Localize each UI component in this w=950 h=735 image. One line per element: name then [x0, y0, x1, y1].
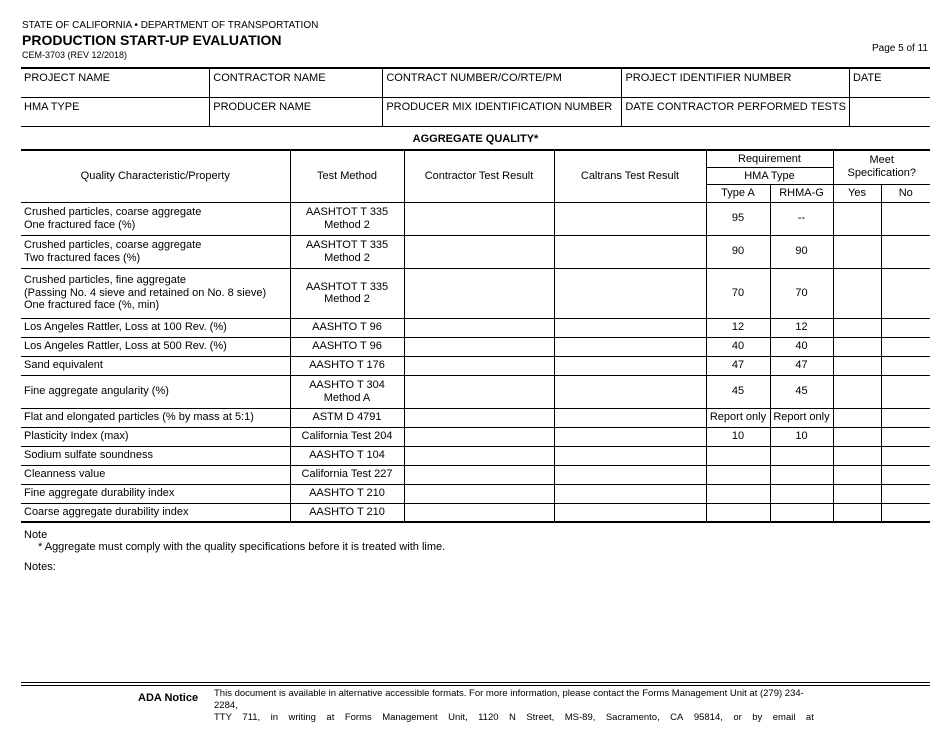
- caltrans-result-cell[interactable]: [554, 337, 706, 356]
- characteristic-line: (Passing No. 4 sieve and retained on No. 8 sieve): [24, 286, 267, 299]
- test-method-line: Method 2: [324, 293, 370, 305]
- table-row: [21, 465, 930, 484]
- quality-characteristic-cell: [21, 446, 290, 465]
- rhma-g-requirement: 70: [770, 268, 833, 318]
- table-row: [21, 268, 930, 318]
- test-method-line: ASTM D 4791: [312, 411, 382, 424]
- caltrans-result-cell[interactable]: [554, 446, 706, 465]
- contractor-result-cell[interactable]: [404, 235, 554, 268]
- table-row: [21, 337, 930, 356]
- quality-characteristic-cell: [21, 318, 290, 337]
- table-row: [21, 446, 930, 465]
- contractor-result-cell[interactable]: [404, 375, 554, 408]
- ada-word: Unit,: [448, 712, 468, 723]
- test-method-line: AASHTOT T 335: [305, 280, 389, 293]
- rhma-g-requirement: [770, 446, 833, 465]
- test-method-line: AASHTO T 176: [309, 359, 385, 372]
- meet-spec-yes-cell[interactable]: [833, 235, 881, 268]
- contractor-result-cell[interactable]: [404, 337, 554, 356]
- quality-characteristic-cell: [21, 427, 290, 446]
- meet-spec-yes-cell[interactable]: [833, 484, 881, 503]
- caltrans-result-cell[interactable]: [554, 375, 706, 408]
- characteristic-line: Fine aggregate durability index: [24, 487, 175, 500]
- rhma-g-requirement: 90: [770, 235, 833, 268]
- characteristic-line: Crushed particles, coarse aggregate: [24, 239, 202, 251]
- contractor-result-cell[interactable]: [404, 202, 554, 235]
- project-info-table: [21, 67, 930, 127]
- ada-line-1: This document is available in alternative accessible formats. For more information, please contact the Forms Management Unit at (279) 234-2284,: [214, 688, 804, 711]
- rhma-g-requirement: --: [770, 202, 833, 235]
- meet-spec-yes-cell[interactable]: [833, 318, 881, 337]
- header-hma-type: HMA Type: [706, 167, 833, 184]
- quality-characteristic-cell: [21, 375, 290, 408]
- caltrans-result-cell[interactable]: [554, 408, 706, 427]
- producer-mix-id-field[interactable]: PRODUCER MIX IDENTIFICATION NUMBER: [383, 98, 622, 126]
- meet-spec-yes-cell[interactable]: [833, 427, 881, 446]
- type-a-requirement: Report only: [706, 408, 770, 427]
- test-method-line: AASHTO T 96: [312, 340, 382, 353]
- type-a-requirement: [706, 465, 770, 484]
- contractor-result-cell[interactable]: [404, 427, 554, 446]
- quality-characteristic-cell: [21, 503, 290, 522]
- caltrans-result-cell[interactable]: [554, 484, 706, 503]
- page-number: Page 5 of 11: [872, 43, 928, 54]
- characteristic-line: Sodium sulfate soundness: [24, 449, 154, 462]
- caltrans-result-cell[interactable]: [554, 465, 706, 484]
- header-requirement: Requirement: [706, 150, 833, 167]
- test-method-line: AASHTO T 210: [309, 506, 385, 518]
- test-method-line: California Test 204: [301, 430, 393, 443]
- section-title: AGGREGATE QUALITY*: [412, 133, 539, 145]
- hma-type-field[interactable]: HMA TYPE: [21, 98, 210, 127]
- caltrans-result-cell[interactable]: [554, 318, 706, 337]
- table-row: [21, 484, 930, 503]
- quality-characteristic-cell: [21, 202, 290, 235]
- table-row: [21, 408, 930, 427]
- footer-rule-top: [21, 682, 930, 683]
- test-method-line: Method 2: [324, 251, 370, 264]
- meet-spec-yes-cell[interactable]: [833, 202, 881, 235]
- test-method-line: California Test 227: [301, 468, 393, 481]
- test-method-line: AASHTO T 96: [312, 321, 382, 334]
- rhma-g-requirement: [770, 503, 833, 522]
- project-identifier-field[interactable]: PROJECT IDENTIFIER NUMBER: [622, 68, 849, 98]
- meet-spec-no-cell[interactable]: [881, 356, 930, 375]
- ada-notice-label: ADA Notice: [138, 692, 199, 704]
- contractor-result-cell[interactable]: [404, 408, 554, 427]
- meet-spec-no-cell[interactable]: [881, 318, 930, 337]
- quality-characteristic-cell: [21, 337, 290, 356]
- ada-word: at: [805, 712, 814, 723]
- meet-spec-no-cell[interactable]: [881, 268, 930, 318]
- ada-word: Street,: [526, 712, 555, 723]
- rhma-g-requirement: [770, 484, 833, 503]
- rhma-g-requirement: 47: [770, 356, 833, 375]
- footer-rule-bottom: [21, 685, 930, 686]
- specification-label: Specification?: [847, 167, 916, 180]
- header-yes: Yes: [833, 184, 881, 202]
- header-quality-characteristic: Quality Characteristic/Property: [21, 150, 290, 202]
- ada-word: email: [772, 712, 796, 723]
- caltrans-result-cell[interactable]: [554, 356, 706, 375]
- quality-characteristic-cell: [21, 235, 290, 268]
- caltrans-result-cell[interactable]: [554, 427, 706, 446]
- ada-word: writing: [288, 712, 316, 723]
- ada-word: 1120: [478, 712, 499, 723]
- contractor-result-cell[interactable]: [404, 318, 554, 337]
- quality-rows: [21, 202, 930, 522]
- meet-spec-no-cell[interactable]: [881, 427, 930, 446]
- date-contractor-tests-cont: [849, 98, 930, 127]
- ada-line-2: [214, 712, 814, 724]
- ada-word: Management: [382, 712, 438, 723]
- meet-spec-no-cell[interactable]: [881, 446, 930, 465]
- ada-word: CA: [670, 712, 684, 723]
- characteristic-line: Two fractured faces (%): [24, 251, 141, 264]
- test-method-cell: [290, 427, 404, 446]
- meet-spec-yes-cell[interactable]: [833, 408, 881, 427]
- header-rhma-g: RHMA-G: [770, 184, 833, 202]
- table-row: [21, 356, 930, 375]
- caltrans-result-cell[interactable]: [554, 202, 706, 235]
- test-method-line: AASHTO T 304: [309, 379, 385, 391]
- meet-spec-yes-cell[interactable]: [833, 337, 881, 356]
- table-row: [21, 235, 930, 268]
- test-method-cell: [290, 375, 404, 408]
- producer-row-split: [383, 98, 850, 127]
- rhma-g-requirement: 40: [770, 337, 833, 356]
- characteristic-line: Coarse aggregate durability index: [24, 506, 189, 518]
- characteristic-line: One fractured face (%): [24, 218, 136, 231]
- ada-word: or: [733, 712, 742, 723]
- note-label: Note: [24, 529, 48, 541]
- ada-notice-text: [214, 688, 814, 724]
- header-no: No: [881, 184, 930, 202]
- characteristic-line: Los Angeles Rattler, Loss at 100 Rev. (%): [24, 321, 227, 334]
- ada-word: 95814,: [693, 712, 723, 723]
- type-a-requirement: [706, 503, 770, 522]
- meet-spec-no-cell[interactable]: [881, 375, 930, 408]
- form-title: PRODUCTION START-UP EVALUATION: [22, 32, 282, 48]
- notes-label: Notes:: [24, 561, 56, 573]
- meet-spec-yes-cell[interactable]: [833, 465, 881, 484]
- rhma-g-requirement: 12: [770, 318, 833, 337]
- test-method-line: Method 2: [324, 218, 370, 231]
- meet-spec-yes-cell[interactable]: [833, 268, 881, 318]
- test-method-line: AASHTO T 104: [309, 449, 385, 462]
- characteristic-line: Crushed particles, fine aggregate: [24, 274, 187, 287]
- type-a-requirement: 45: [706, 375, 770, 408]
- test-method-line: AASHTOT T 335: [305, 239, 389, 251]
- meet-label: Meet: [869, 154, 894, 167]
- type-a-requirement: 40: [706, 337, 770, 356]
- meet-spec-no-cell[interactable]: [881, 235, 930, 268]
- characteristic-line: Flat and elongated particles (% by mass at 5:1): [24, 411, 254, 424]
- caltrans-result-cell[interactable]: [554, 268, 706, 318]
- caltrans-result-cell[interactable]: [554, 235, 706, 268]
- characteristic-line: Cleanness value: [24, 468, 106, 481]
- header-caltrans-result: Caltrans Test Result: [554, 150, 706, 202]
- test-method-line: AASHTOT T 335: [305, 206, 389, 218]
- meet-spec-no-cell[interactable]: [881, 202, 930, 235]
- test-method-cell: [290, 268, 404, 318]
- contractor-name-field[interactable]: CONTRACTOR NAME: [210, 68, 383, 98]
- meet-spec-yes-cell[interactable]: [833, 503, 881, 522]
- table-row: [21, 318, 930, 337]
- type-a-requirement: 10: [706, 427, 770, 446]
- date-field[interactable]: DATE: [849, 68, 930, 98]
- type-a-requirement: [706, 446, 770, 465]
- type-a-requirement: 47: [706, 356, 770, 375]
- type-a-requirement: 90: [706, 235, 770, 268]
- contract-number-field[interactable]: CONTRACT NUMBER/CO/RTE/PM: [383, 68, 622, 98]
- quality-characteristic-cell: [21, 356, 290, 375]
- meet-spec-no-cell[interactable]: [881, 408, 930, 427]
- form-number: CEM-3703 (REV 12/2018): [22, 50, 128, 60]
- meet-spec-no-cell[interactable]: [881, 484, 930, 503]
- rhma-g-requirement: 10: [770, 427, 833, 446]
- type-a-requirement: [706, 484, 770, 503]
- test-method-cell: [290, 465, 404, 484]
- meet-spec-no-cell[interactable]: [881, 503, 930, 522]
- quality-characteristic-cell: [21, 408, 290, 427]
- contractor-result-cell[interactable]: [404, 356, 554, 375]
- header-test-method: Test Method: [290, 150, 404, 202]
- meet-spec-no-cell[interactable]: [881, 465, 930, 484]
- table-row: [21, 427, 930, 446]
- ada-word: MS-89,: [564, 712, 596, 723]
- characteristic-line: Fine aggregate angularity (%): [24, 385, 169, 398]
- meet-spec-yes-cell[interactable]: [833, 356, 881, 375]
- test-method-cell: [290, 235, 404, 268]
- header-type-a: Type A: [706, 184, 770, 202]
- type-a-requirement: 95: [706, 202, 770, 235]
- agency-name: STATE OF CALIFORNIA • DEPARTMENT OF TRANSPORTATION: [22, 20, 319, 31]
- meet-spec-no-cell[interactable]: [881, 337, 930, 356]
- ada-word: Forms: [344, 712, 372, 723]
- header-contractor-result: Contractor Test Result: [404, 150, 554, 202]
- test-method-cell: [290, 356, 404, 375]
- ada-word: N: [508, 712, 516, 723]
- quality-characteristic-cell: [21, 465, 290, 484]
- ada-word: in: [270, 712, 279, 723]
- rhma-g-requirement: [770, 465, 833, 484]
- header-meet-specification: [833, 150, 930, 184]
- meet-spec-yes-cell[interactable]: [833, 375, 881, 408]
- test-method-cell: [290, 503, 404, 522]
- quality-characteristic-cell: [21, 484, 290, 503]
- type-a-requirement: 70: [706, 268, 770, 318]
- contractor-result-cell[interactable]: [404, 268, 554, 318]
- characteristic-line: Los Angeles Rattler, Loss at 500 Rev. (%): [24, 340, 227, 353]
- meet-spec-yes-cell[interactable]: [833, 446, 881, 465]
- caltrans-result-cell[interactable]: [554, 503, 706, 522]
- test-method-cell: [290, 408, 404, 427]
- date-contractor-tests-field[interactable]: DATE CONTRACTOR PERFORMED TESTS: [625, 101, 846, 113]
- characteristic-line: Sand equivalent: [24, 359, 103, 372]
- aggregate-quality-table: [21, 149, 930, 523]
- type-a-requirement: 12: [706, 318, 770, 337]
- test-method-cell: [290, 337, 404, 356]
- table-row: [21, 202, 930, 235]
- project-name-field[interactable]: PROJECT NAME: [21, 68, 210, 98]
- table-row: [21, 503, 930, 522]
- test-method-cell: [290, 202, 404, 235]
- test-method-line: AASHTO T 210: [309, 487, 385, 500]
- characteristic-line: Plasticity Index (max): [24, 430, 129, 443]
- contractor-result-cell[interactable]: [404, 446, 554, 465]
- test-method-line: Method A: [323, 391, 371, 404]
- rhma-g-requirement: 45: [770, 375, 833, 408]
- ada-word: by: [752, 712, 763, 723]
- table-row: [21, 375, 930, 408]
- quality-characteristic-cell: [21, 268, 290, 318]
- characteristic-line: Crushed particles, coarse aggregate: [24, 206, 202, 218]
- ada-word: Sacramento,: [605, 712, 660, 723]
- test-method-cell: [290, 484, 404, 503]
- ada-word: at: [326, 712, 335, 723]
- contractor-result-cell[interactable]: [404, 484, 554, 503]
- contractor-result-cell[interactable]: [404, 465, 554, 484]
- ada-word: TTY: [214, 712, 232, 723]
- test-method-cell: [290, 446, 404, 465]
- producer-name-field[interactable]: PRODUCER NAME: [210, 98, 383, 127]
- characteristic-line: One fractured face (%, min): [24, 299, 160, 312]
- note-text: * Aggregate must comply with the quality specifications before it is treated with lime.: [38, 541, 446, 553]
- rhma-g-requirement: Report only: [770, 408, 833, 427]
- test-method-cell: [290, 318, 404, 337]
- contractor-result-cell[interactable]: [404, 503, 554, 522]
- ada-word: 711,: [242, 712, 261, 723]
